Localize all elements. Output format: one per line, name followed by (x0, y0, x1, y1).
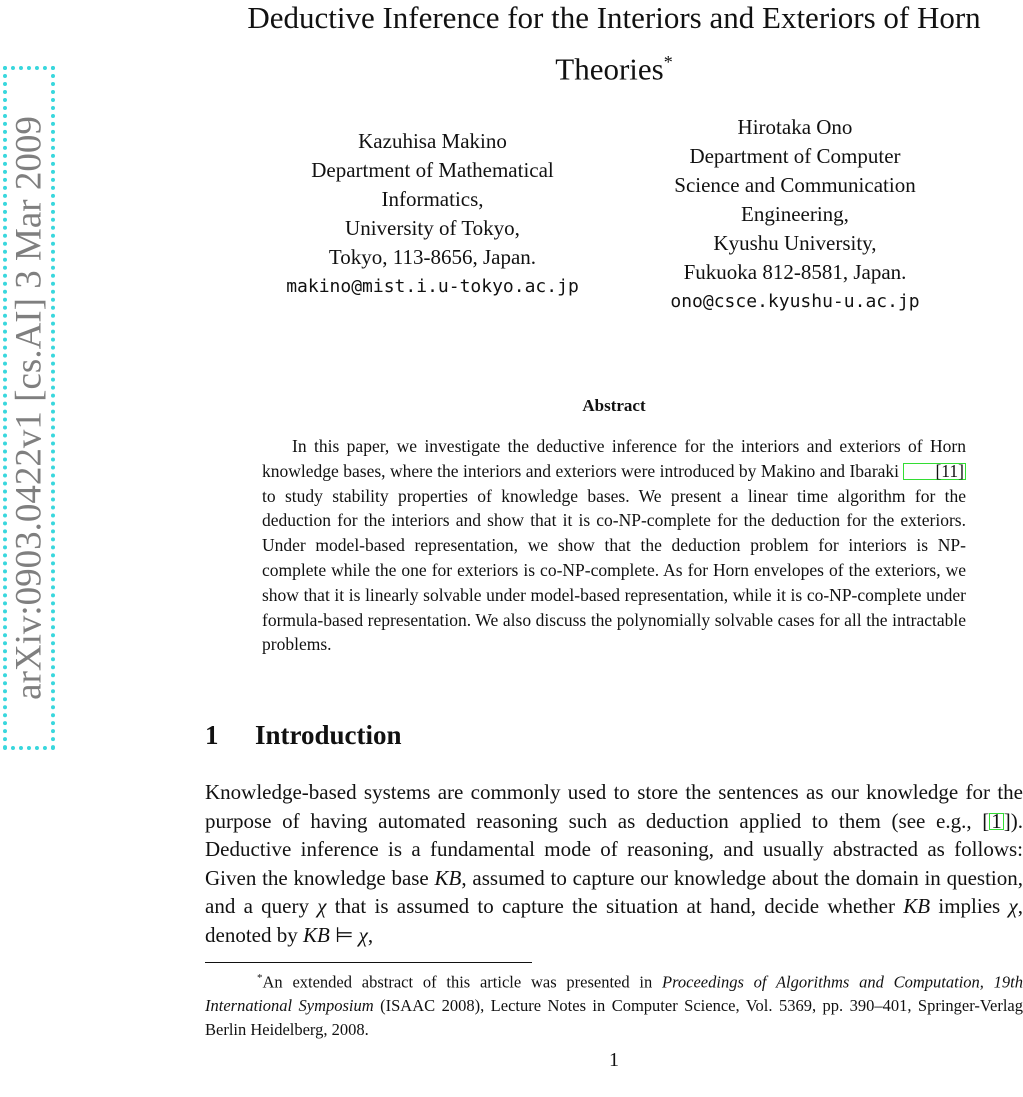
intro-text: that is assumed to capture the situation at hand, decide whether (326, 894, 904, 919)
footnote-rule (205, 962, 532, 963)
footnote-venue: Proceedings of Algorithms and Computation, 19th International Symposium (205, 972, 1023, 1015)
citation-link-11[interactable]: [11] (903, 463, 966, 480)
page-number: 1 (609, 1049, 619, 1071)
author-email: ono@csce.kyushu-u.ac.jp (670, 291, 920, 312)
math-models-symbol: ⊨ (335, 922, 354, 947)
author-affiliation-line: Kyushu University, (713, 231, 877, 255)
arxiv-stamp (3, 66, 55, 750)
math-chi: χ (317, 894, 327, 919)
author-name: Hirotaka Ono (737, 115, 853, 139)
intro-text: ] (1003, 808, 1011, 833)
arxiv-identifier: arXiv:0903.0422v1 [cs.AI] 3 Mar 2009 (8, 116, 50, 700)
math-chi: χ (1008, 894, 1018, 919)
intro-text: , (367, 922, 374, 947)
intro-text: [ (982, 808, 990, 833)
section-heading-introduction (205, 720, 402, 751)
title-footnote-mark: * (663, 52, 673, 72)
author-affiliation-line: Department of Computer (689, 144, 901, 168)
intro-text: , assumed to capture our knowledge about the domain in question, and a query (205, 865, 1023, 919)
paper-title (205, 0, 1023, 91)
author-affiliation-line: Department of Mathematical (311, 158, 554, 182)
section-title: Introduction (255, 720, 402, 750)
author-block-ono (640, 113, 950, 316)
math-chi: χ (358, 922, 368, 947)
abstract-body (262, 434, 966, 657)
author-affiliation-line: Engineering, (741, 202, 849, 226)
intro-text: ). Deductive inference is a fundamental mode of reasoning, and usually abstracted as follows: Given the knowledge base (205, 808, 1023, 890)
author-affiliation-line: University of Tokyo, (345, 216, 520, 240)
author-affiliation-line: Informatics, (381, 187, 484, 211)
author-block-makino (255, 127, 610, 301)
abstract-text: In this paper, we investigate the deductive inference for the interiors and exteriors of Horn knowledge bases, where the interiors and exteriors were introduced by Makino and Ibaraki (262, 436, 966, 481)
author-affiliation-line: Science and Communication (674, 173, 916, 197)
math-kb: KB (903, 894, 931, 919)
author-name: Kazuhisa Makino (358, 129, 507, 153)
author-email: makino@mist.i.u-tokyo.ac.jp (286, 276, 579, 297)
paper-title-text: Deductive Inference for the Interiors and Exteriors of Horn Theories (247, 0, 981, 87)
section-number: 1 (205, 720, 219, 750)
abstract-text: to study stability properties of knowledge bases. We present a linear time algorithm for the deduction for the interiors and show that it is co-NP-complete for the deduction for the exteriors. Under model-based representation, we show that the deduction problem for interiors is NP-complete while the one for exteriors is co-NP-complete. As for Horn envelopes of the exteriors, we show that it is linearly solvable under model-based representation, while it is co-NP-complete under formula-based representation. We also discuss the polynomially solvable cases for all the intractable problems. (262, 485, 966, 655)
math-kb: KB (302, 922, 330, 947)
footnote-mark: * (257, 972, 263, 984)
footnote-text: (ISAAC 2008), Lecture Notes in Computer Science, Vol. 5369, pp. 390–401, Springer-Verlag Berlin Heidelberg, 2008. (205, 996, 1023, 1039)
author-affiliation-line: Tokyo, 113-8656, Japan. (328, 245, 537, 269)
intro-text: Knowledge-based systems are commonly used to store the sentences as our knowledge for the purpose of having automated reasoning such as deduction applied to them (see e.g., (205, 780, 1023, 833)
footnote (205, 967, 1023, 1041)
intro-text: implies (930, 894, 1009, 919)
citation-link-1[interactable]: 1 (991, 808, 1002, 833)
intro-text: , denoted by (205, 894, 1023, 947)
introduction-paragraph (205, 778, 1023, 950)
abstract-heading: Abstract (582, 396, 646, 415)
footnote-text: An extended abstract of this article was presented in (262, 972, 663, 992)
math-kb: KB (434, 865, 462, 890)
author-affiliation-line: Fukuoka 812-8581, Japan. (683, 260, 907, 284)
